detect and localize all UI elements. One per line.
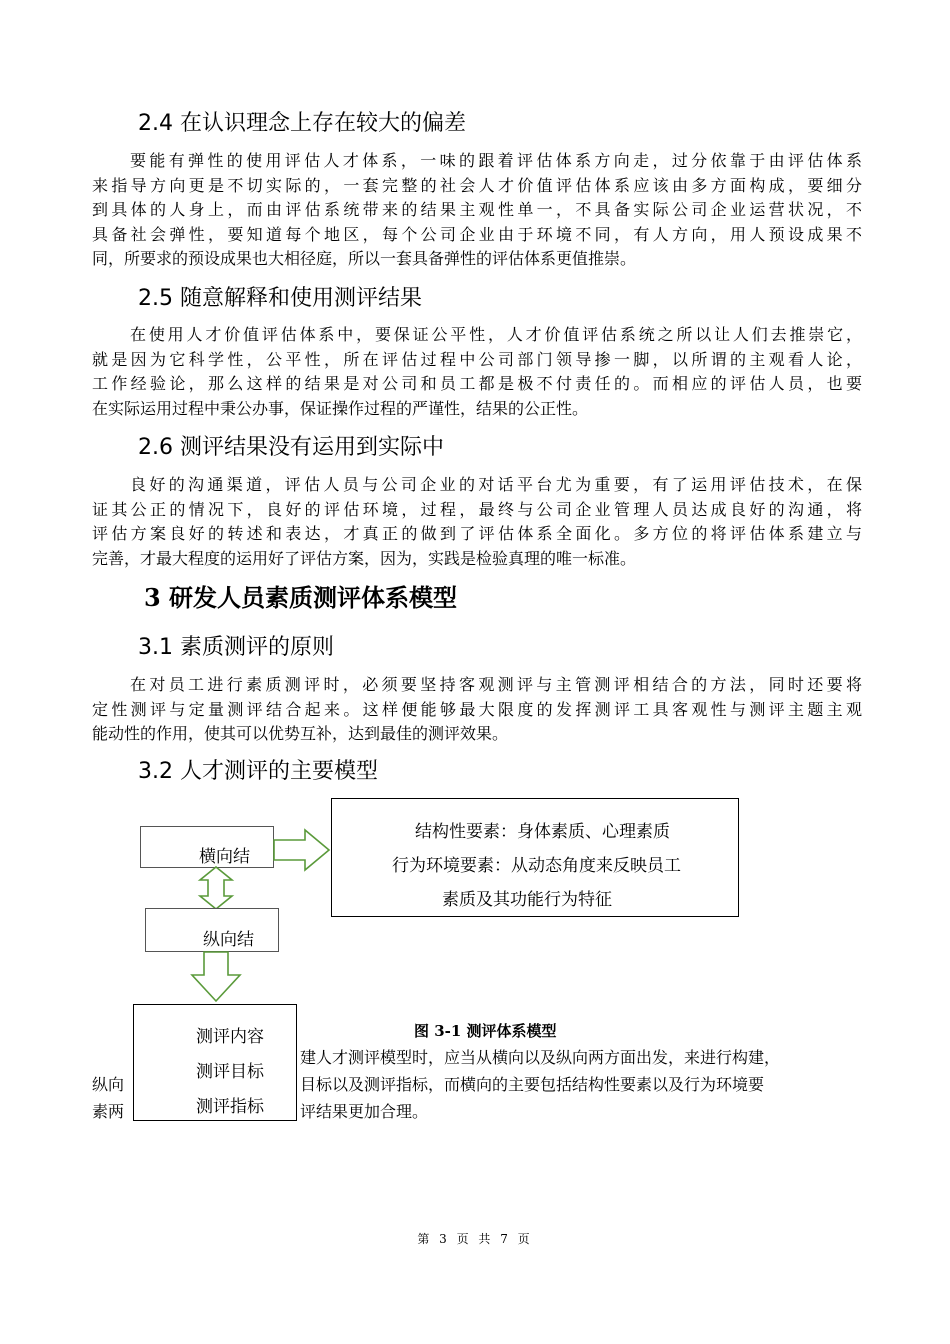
paragraph-2-4 bbox=[92, 149, 862, 272]
elements-line: 行为环境要素：从动态角度来反映员工 bbox=[392, 856, 681, 876]
paragraph-line: 在使用人才价值评估体系中，要保证公平性，人才价值评估系统之所以让人们去推崇它， bbox=[130, 325, 862, 344]
paragraph-3-1 bbox=[92, 673, 862, 747]
vertical-structure-box bbox=[145, 908, 279, 952]
paragraph-2-5 bbox=[92, 323, 862, 421]
evaluation-item: 测评目标 bbox=[196, 1062, 264, 1082]
heading-2-6: 2.6 测评结果没有运用到实际中 bbox=[138, 435, 444, 460]
evaluation-item: 测评内容 bbox=[196, 1027, 264, 1047]
paragraph-line: 要能有弹性的使用评估人才体系，一味的跟着评估体系方向走，过分依靠于由评估体系 bbox=[130, 151, 862, 170]
paragraph-line: 良好的沟通渠道，评估人员与公司企业的对话平台尤为重要，有了运用评估技术，在保 bbox=[130, 475, 862, 494]
paragraph-line: 定性测评与定量测评结合起来。这样便能够最大限度的发挥测评工具客观性与测评主题主观 bbox=[92, 699, 862, 719]
paragraph-line: 就是因为它科学性，公平性，所在评估过程中公司部门领导掺一脚，以所谓的主观看人论， bbox=[92, 349, 862, 369]
figure-caption: 图 3-1 测评体系模型 bbox=[414, 1022, 557, 1040]
paragraph-line: 具备社会弹性，要知道每个地区，每个公司企业由于环境不同，有人方向，用人预设成果不 bbox=[92, 224, 862, 244]
paragraph-line: 评估方案良好的转述和表达，才真正的做到了评估体系全面化。多方位的将评估体系建立与 bbox=[92, 524, 862, 543]
vertical-structure-label: 纵向结 bbox=[203, 930, 254, 950]
elements-box bbox=[331, 798, 739, 917]
horizontal-structure-box bbox=[140, 826, 274, 868]
paragraph-line: 证其公正的情况下，良好的评估环境，过程，最终与公司企业管理人员达成良好的沟通，将 bbox=[92, 499, 862, 519]
paragraph-line: 工作经验论，那么这样的结果是对公司和员工都是极不付责任的。而相应的评估人员，也要 bbox=[92, 374, 862, 393]
paragraph-line: 在实际运用过程中秉公办事，保证操作过程的严谨性，结果的公正性。 bbox=[92, 398, 589, 418]
paragraph-3-2-line-1: 建人才测评模型时，应当从横向以及纵向两方面出发，来进行构建， bbox=[300, 1048, 781, 1067]
paragraph-line: 完善，才最大程度的运用好了评估方案，因为，实践是检验真理的唯一标准。 bbox=[92, 548, 637, 568]
evaluation-box bbox=[133, 1004, 297, 1121]
paragraph-line: 到具体的人身上，而由评估系统带来的结果主观性单一，不具备实际公司企业运营状况，不 bbox=[92, 200, 862, 219]
horizontal-structure-label: 横向结 bbox=[199, 847, 250, 867]
paragraph-line: 同，所要求的预设成果也大相径庭，所以一套具备弹性的评估体系更值推崇。 bbox=[92, 249, 637, 268]
page-footer: 第 3 页 共 7 页 bbox=[417, 1232, 533, 1246]
paragraph-line: 在对员工进行素质测评时，必须要坚持客观测评与主管测评相结合的方法，同时还要将 bbox=[130, 675, 862, 694]
paragraph-3-2-line-2: 目标以及测评指标，而横向的主要包括结构性要素以及行为环境要 bbox=[300, 1075, 765, 1094]
evaluation-item: 测评指标 bbox=[196, 1097, 264, 1117]
heading-3: 3 研发人员素质测评体系模型 bbox=[144, 583, 458, 612]
down-arrow-icon bbox=[190, 951, 242, 1003]
heading-2-5: 2.5 随意解释和使用测评结果 bbox=[138, 286, 422, 311]
elements-line: 素质及其功能行为特征 bbox=[442, 890, 612, 910]
paragraph-3-2-prefix-2: 纵向 bbox=[92, 1075, 125, 1094]
heading-2-4: 2.4 在认识理念上存在较大的偏差 bbox=[138, 111, 466, 136]
paragraph-3-2-line-3: 评结果更加合理。 bbox=[300, 1102, 429, 1121]
paragraph-line: 能动性的作用，使其可以优势互补，达到最佳的测评效果。 bbox=[92, 724, 509, 743]
heading-3-1: 3.1 素质测评的原则 bbox=[138, 635, 334, 660]
paragraph-2-6 bbox=[92, 473, 862, 571]
heading-3-2: 3.2 人才测评的主要模型 bbox=[138, 759, 378, 784]
right-arrow-icon bbox=[273, 828, 333, 872]
paragraph-3-2-prefix-3: 素两 bbox=[92, 1102, 125, 1121]
elements-line: 结构性要素：身体素质、心理素质 bbox=[415, 822, 670, 842]
up-down-arrow-icon bbox=[194, 866, 238, 910]
paragraph-line: 来指导方向更是不切实际的，一套完整的社会人才价值评估体系应该由多方面构成，要细分 bbox=[92, 175, 862, 195]
